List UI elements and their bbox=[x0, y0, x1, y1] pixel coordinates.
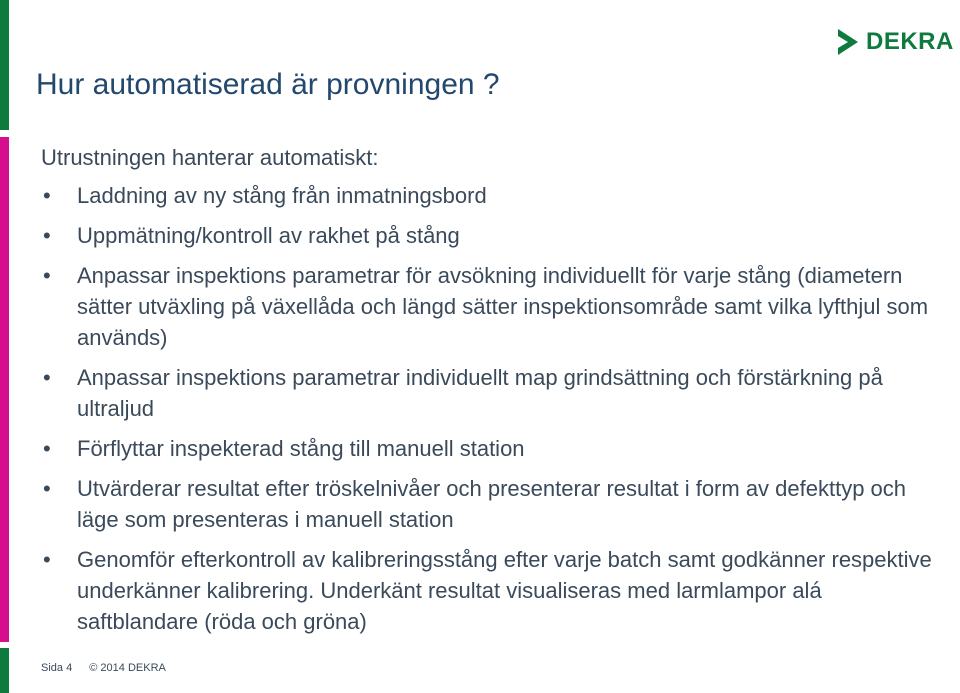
bullet-icon: • bbox=[43, 365, 51, 390]
slide-title: Hur automatiserad är provningen ? bbox=[36, 68, 500, 101]
copyright: © 2014 DEKRA bbox=[89, 662, 166, 674]
page-number: Sida 4 bbox=[41, 662, 73, 674]
list-item-text: Genomför efterkontroll av kalibreringsstång efter varje batch samt godkänner respektive underkänner kalibrering. Underkänt resultat visualiseras med larmlampor alá saftblandare (röda och gröna) bbox=[77, 547, 932, 634]
list-item-text: Laddning av ny stång från inmatningsbord bbox=[77, 183, 487, 208]
accent-bar-bottom bbox=[0, 648, 9, 693]
logo-text: DEKRA bbox=[866, 28, 954, 55]
intro-text: Utrustningen hanterar automatiskt: bbox=[41, 145, 379, 170]
accent-bar-middle bbox=[0, 137, 9, 642]
bullet-list bbox=[41, 180, 946, 637]
list-item bbox=[41, 544, 946, 637]
list-item-text: Anpassar inspektions parametrar för avsökning individuellt för varje stång (diametern sätter utväxling på växellåda och längd sätter inspektionsområde samt vilka lyfthjul som används) bbox=[77, 263, 929, 350]
list-item bbox=[41, 180, 946, 211]
bullet-icon: • bbox=[43, 223, 51, 248]
list-item bbox=[41, 473, 946, 535]
list-item-text: Anpassar inspektions parametrar individuellt map grindsättning och förstärkning på ultraljud bbox=[77, 365, 883, 421]
bullet-icon: • bbox=[43, 436, 51, 461]
bullet-icon: • bbox=[43, 476, 51, 501]
list-item-text: Förflyttar inspekterad stång till manuell station bbox=[77, 436, 525, 461]
bullet-icon: • bbox=[43, 183, 51, 208]
slide-footer bbox=[41, 662, 180, 674]
dekra-logo bbox=[836, 22, 960, 62]
bullet-icon: • bbox=[43, 547, 51, 572]
list-item bbox=[41, 260, 946, 353]
list-item bbox=[41, 433, 946, 464]
bullet-icon: • bbox=[43, 263, 51, 288]
dekra-chevron-icon bbox=[836, 27, 862, 57]
list-item-text: Utvärderar resultat efter tröskelnivåer och presenterar resultat i form av defekttyp och läge som presenteras i manuell station bbox=[77, 476, 907, 532]
list-item bbox=[41, 362, 946, 424]
slide-content bbox=[41, 142, 946, 646]
list-item bbox=[41, 220, 946, 251]
accent-bar-top bbox=[0, 0, 9, 130]
list-item-text: Uppmätning/kontroll av rakhet på stång bbox=[77, 223, 460, 248]
